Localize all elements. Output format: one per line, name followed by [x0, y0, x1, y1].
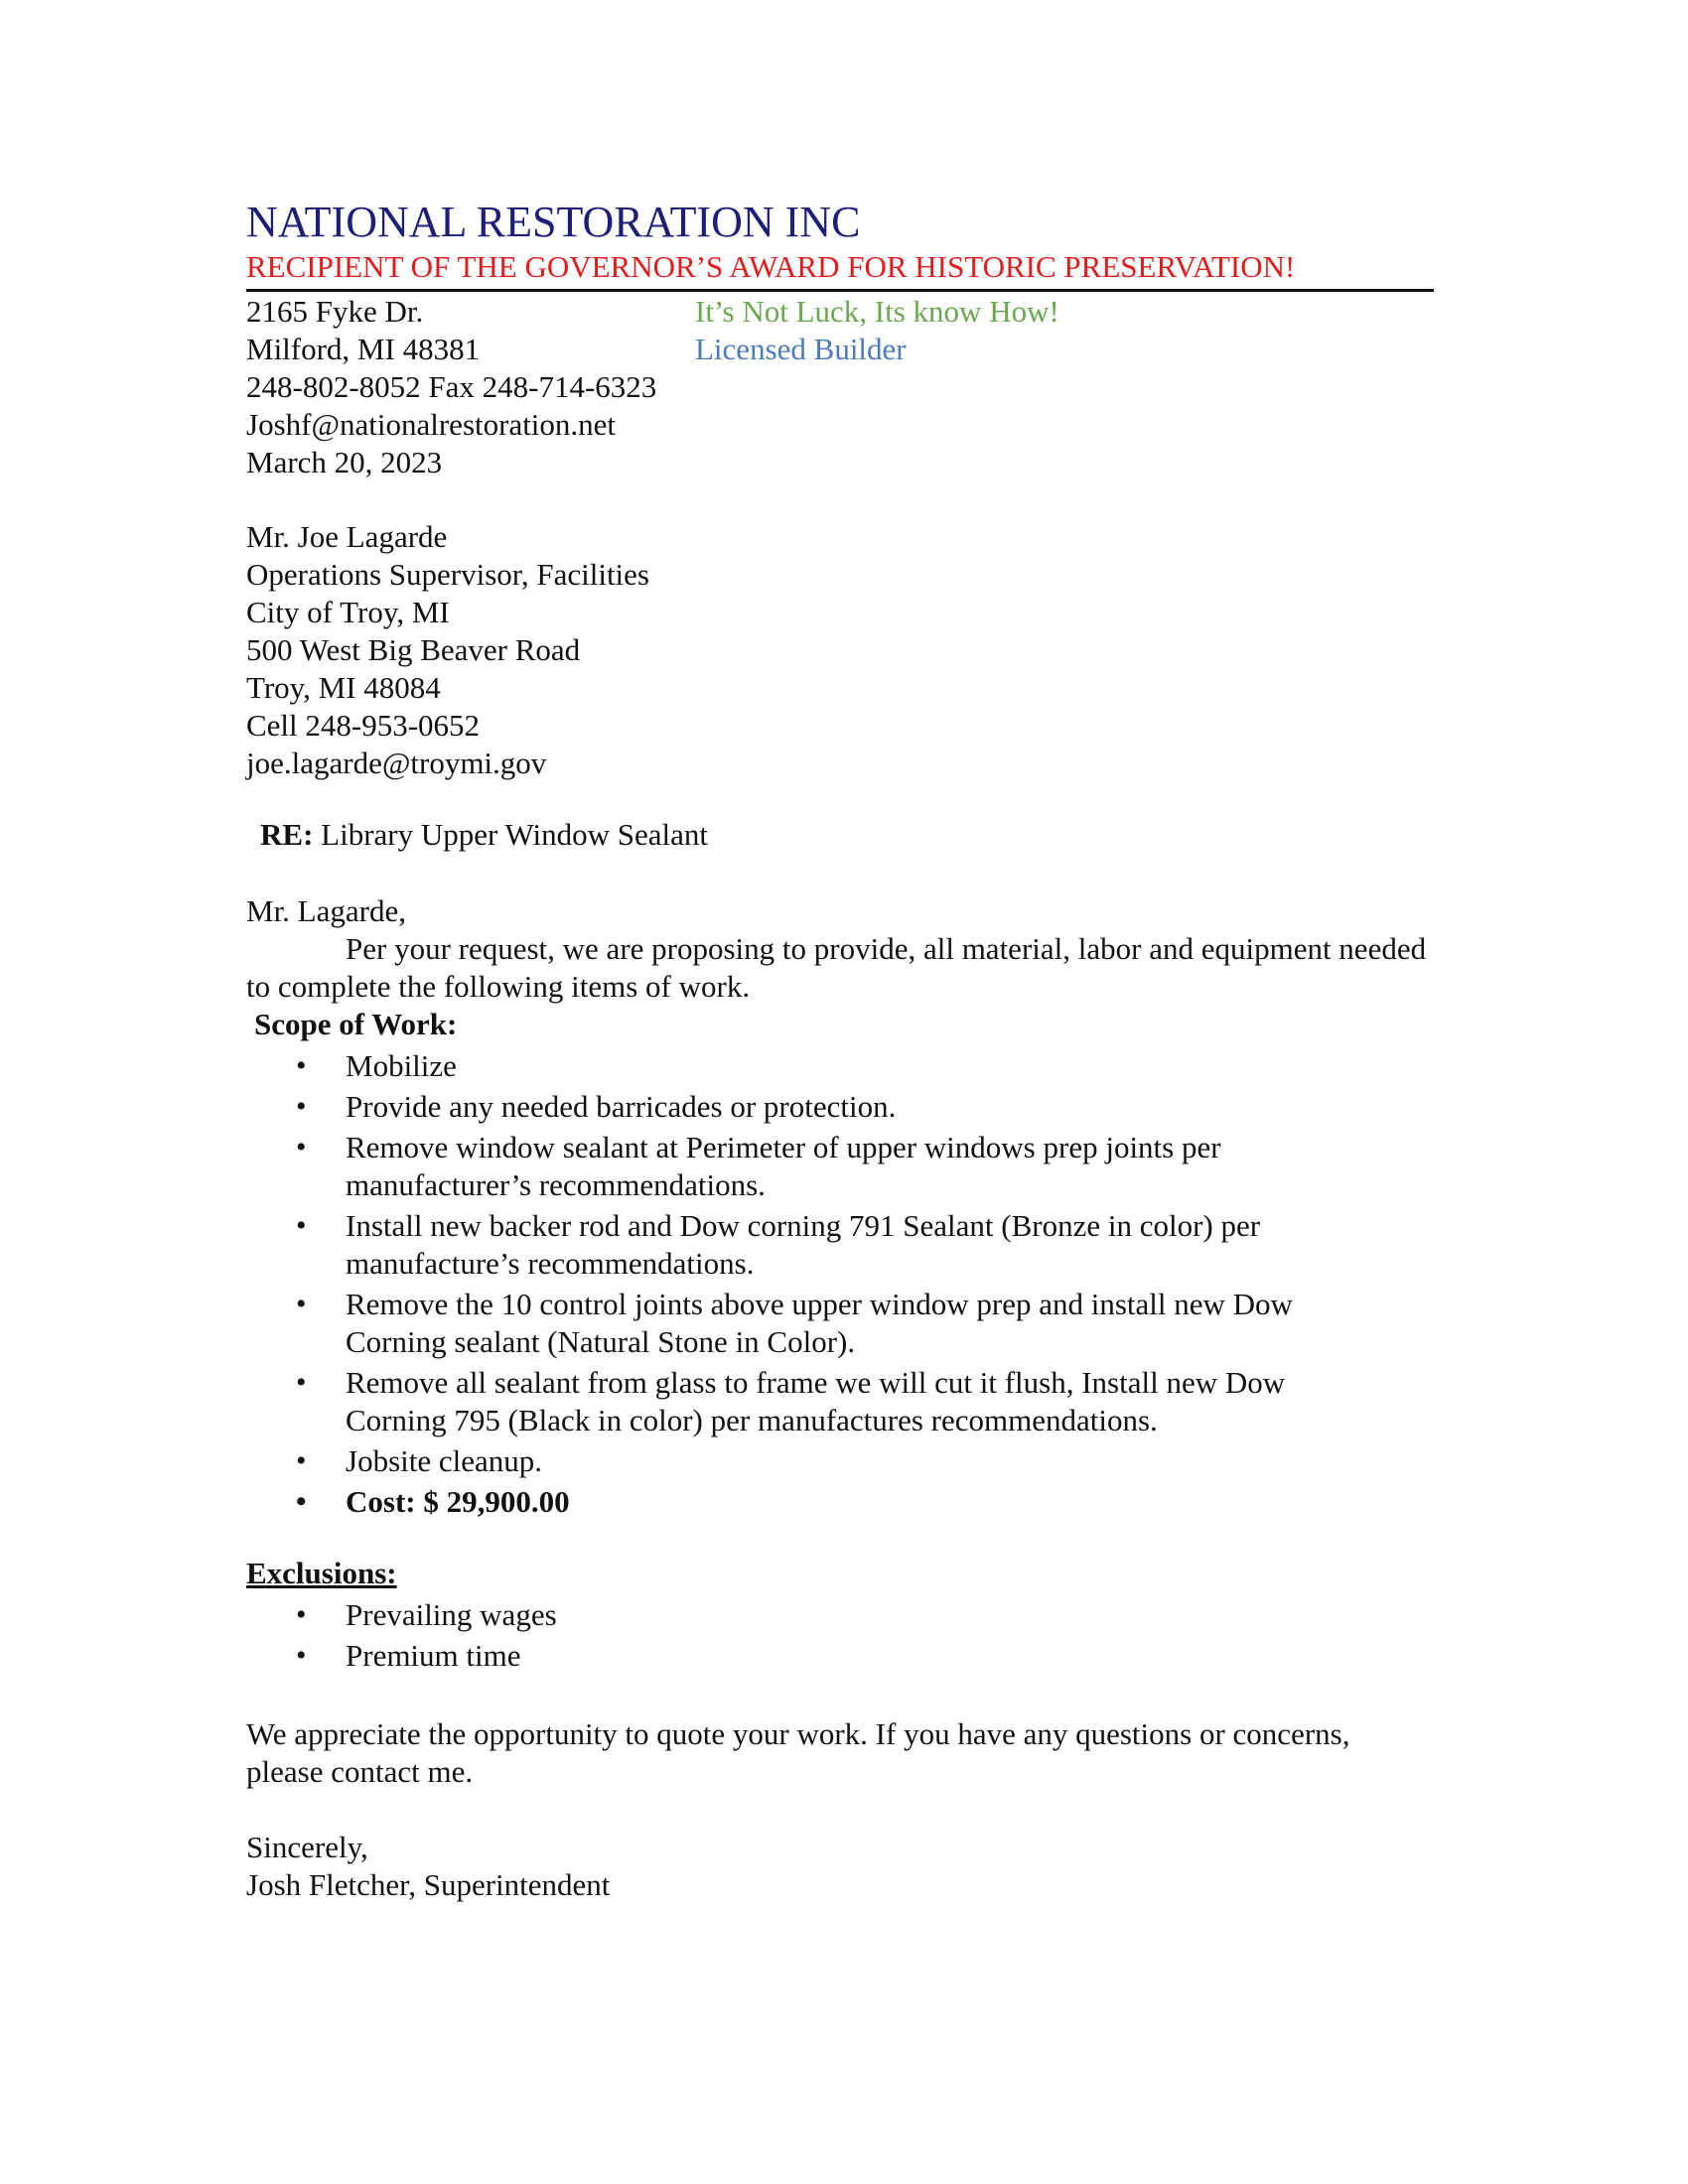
sender-street: 2165 Fyke Dr.: [246, 294, 424, 329]
re-label: RE:: [260, 817, 314, 852]
bullet-icon: •: [296, 1639, 307, 1672]
sender-email: Joshf@nationalrestoration.net: [246, 407, 617, 442]
letter-date: March 20, 2023: [246, 445, 443, 479]
scope-heading: Scope of Work:: [254, 1007, 458, 1041]
closing-paragraph: We appreciate the opportunity to quote your work. If you have any questions or concerns, please contact me.: [246, 1716, 1350, 1789]
list-item: • Install new backer rod and Dow corning 791 Sealant (Bronze in color) per manufacture’s recommendations.: [296, 1208, 1261, 1281]
bullet-icon: •: [296, 1049, 307, 1082]
re-line: [260, 816, 708, 854]
recipient-name: Mr. Joe Lagarde: [246, 519, 448, 554]
bullet-icon: •: [296, 1444, 307, 1477]
sender-address-block: [246, 293, 656, 481]
bullet-icon: •: [296, 1131, 307, 1163]
exclusions-list: [246, 1596, 557, 1678]
signer-name: Josh Fletcher, Superintendent: [246, 1867, 611, 1902]
bullet-icon: •: [296, 1598, 307, 1631]
list-item: • Mobilize: [296, 1048, 457, 1083]
cost-item: [246, 1483, 1293, 1521]
signature-block: [246, 1829, 610, 1904]
cost-value: Cost: $ 29,900.00: [346, 1484, 570, 1519]
recipient-cell: Cell 248-953-0652: [246, 708, 481, 743]
recipient-title: Operations Supervisor, Facilities: [246, 557, 649, 592]
list-item: • Remove the 10 control joints above upper window prep and install new Dow Corning sealant (Natural Stone in Color).: [296, 1287, 1293, 1359]
recipient-city: Troy, MI 48084: [246, 670, 441, 705]
licensed-builder: Licensed Builder: [695, 332, 907, 366]
sender-phones: 248-802-8052 Fax 248-714-6323: [246, 369, 657, 404]
re-subject: Library Upper Window Sealant: [321, 817, 709, 852]
recipient-street: 500 West Big Beaver Road: [246, 632, 581, 667]
company-name: NATIONAL RESTORATION INC: [246, 198, 861, 246]
recipient-address-block: [246, 518, 649, 782]
bullet-icon: •: [296, 1209, 307, 1242]
intro-paragraph: [246, 930, 1438, 1006]
bullet-icon: •: [296, 1288, 307, 1320]
recipient-email: joe.lagarde@troymi.gov: [246, 746, 547, 780]
list-item: • Prevailing wages: [296, 1597, 557, 1632]
list-item: • Premium time: [296, 1638, 521, 1673]
intro-text: Per your request, we are proposing to provide, all material, labor and equipment needed to complete the following items of work.: [246, 931, 1427, 1004]
bullet-icon: •: [296, 1366, 307, 1399]
recipient-organization: City of Troy, MI: [246, 595, 450, 629]
list-item: • Remove all sealant from glass to frame we will cut it flush, Install new Dow Corning 795 (Black in color) per manufactures recommendations.: [296, 1365, 1286, 1437]
bullet-icon: •: [296, 1090, 307, 1123]
bullet-icon: •: [296, 1485, 307, 1518]
list-item: • Provide any needed barricades or protection.: [296, 1089, 897, 1124]
list-item: • Remove window sealant at Perimeter of upper windows prep joints per manufacturer’s recommendations.: [296, 1130, 1221, 1202]
award-line: RECIPIENT OF THE GOVERNOR’S AWARD FOR HISTORIC PRESERVATION!: [246, 249, 1296, 284]
company-motto: It’s Not Luck, Its know How!: [695, 294, 1059, 329]
sender-city: Milford, MI 48381: [246, 332, 481, 366]
scope-list: [246, 1047, 1293, 1524]
signoff: Sincerely,: [246, 1830, 368, 1864]
header-divider: [246, 289, 1434, 292]
tagline-block: [695, 293, 1059, 368]
list-item: • Jobsite cleanup.: [296, 1443, 543, 1478]
salutation: Mr. Lagarde,: [246, 893, 406, 928]
exclusions-heading: Exclusions:: [246, 1556, 397, 1590]
